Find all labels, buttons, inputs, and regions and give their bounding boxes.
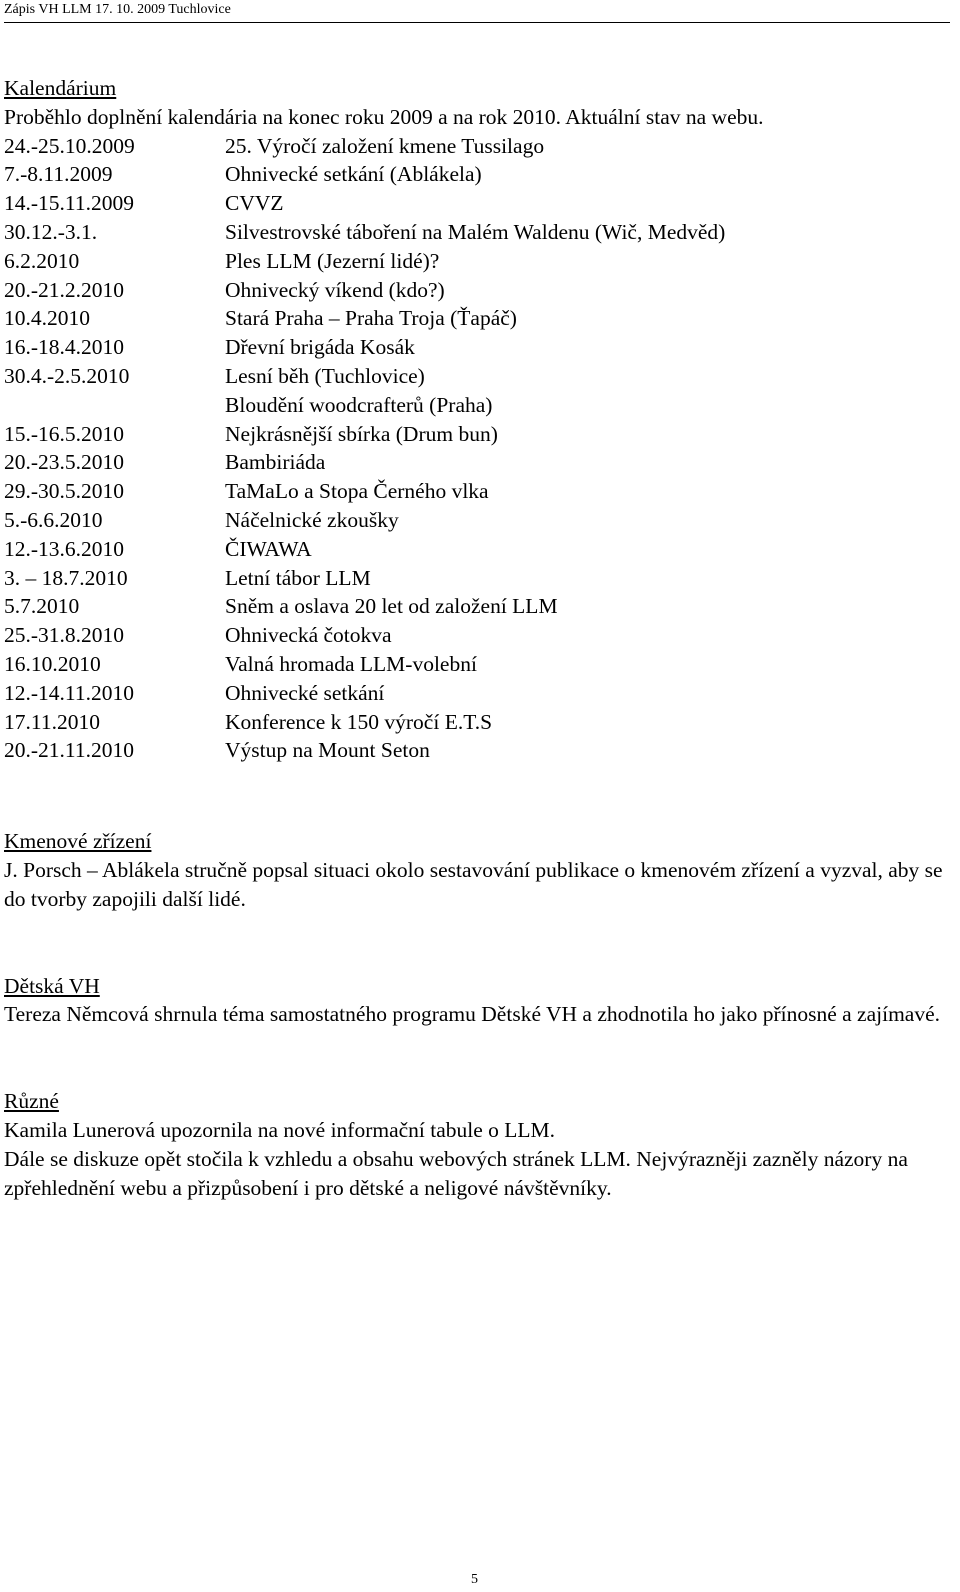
event-row [4, 420, 954, 449]
event-row [4, 592, 954, 621]
event-title: Stará Praha – Praha Troja (Ťapáč) [225, 306, 517, 331]
event-date: 25.-31.8.2010 [4, 623, 125, 648]
section-detska-vh [4, 972, 954, 1030]
event-title: Konference k 150 výročí E.T.S [225, 709, 493, 734]
event-date: 30.4.-2.5.2010 [4, 363, 130, 388]
event-row [4, 132, 954, 161]
event-title: Sněm a oslava 20 let od založení LLM [225, 594, 558, 619]
event-title: Valná hromada LLM-volební [225, 651, 477, 676]
event-date: 20.-21.11.2010 [4, 738, 134, 763]
event-row [4, 535, 954, 564]
event-date: 29.-30.5.2010 [4, 479, 125, 504]
event-date: 20.-21.2.2010 [4, 277, 125, 302]
event-row [4, 506, 954, 535]
event-row [4, 564, 954, 593]
ruzne-text-1: Kamila Lunerová upozornila na nové informační tabule o LLM. [4, 1117, 556, 1142]
event-row [4, 333, 954, 362]
event-title: TaMaLo a Stopa Černého vlka [225, 479, 489, 504]
event-title: Bambiriáda [225, 450, 326, 475]
section-spacer [4, 914, 954, 972]
header-divider [4, 22, 950, 23]
event-date: 16.10.2010 [4, 651, 101, 676]
event-date: 12.-14.11.2010 [4, 680, 134, 705]
section-kalendarium [4, 74, 954, 765]
event-title: ČIWAWA [225, 536, 312, 561]
event-row [4, 304, 954, 333]
section-ruzne [4, 1087, 954, 1202]
event-title: Nejkrásnější sbírka (Drum bun) [225, 421, 498, 446]
event-row [4, 160, 954, 189]
event-title: Lesní běh (Tuchlovice) [225, 363, 425, 388]
event-date: 10.4.2010 [4, 306, 90, 331]
event-title: Letní tábor LLM [225, 565, 371, 590]
section-spacer [4, 765, 954, 827]
section-heading-kalendarium: Kalendárium [4, 76, 117, 100]
page-number: 5 [471, 1572, 478, 1587]
event-title: 25. Výročí založení kmene Tussilago [225, 133, 545, 158]
event-title: Ohnivecký víkend (kdo?) [225, 277, 445, 302]
event-row [4, 477, 954, 506]
event-title: Silvestrovské táboření na Malém Waldenu (Wič, Medvěd) [225, 219, 726, 244]
event-date: 24.-25.10.2009 [4, 133, 135, 158]
event-row [4, 391, 954, 420]
kalendarium-intro: Proběhlo doplnění kalendária na konec roku 2009 a na rok 2010. Aktuální stav na webu. [4, 104, 764, 129]
event-title: Výstup na Mount Seton [225, 738, 430, 763]
page-header: Zápis VH LLM 17. 10. 2009 Tuchlovice [4, 2, 231, 17]
section-heading-ruzne: Různé [4, 1089, 59, 1114]
section-heading-detska-vh: Dětská VH [4, 973, 100, 998]
event-row [4, 736, 954, 765]
event-title: CVVZ [225, 191, 284, 216]
event-date: 5.-6.6.2010 [4, 507, 103, 532]
document-body [4, 74, 954, 1202]
event-date: 6.2.2010 [4, 248, 80, 273]
event-date: 3. – 18.7.2010 [4, 565, 128, 590]
event-date: 5.7.2010 [4, 594, 80, 619]
section-spacer [4, 1029, 954, 1087]
event-title: Ohnivecké setkání [225, 680, 385, 705]
section-kmenove-zrizeni [4, 827, 954, 913]
event-date: 20.-23.5.2010 [4, 450, 125, 475]
event-row [4, 362, 954, 391]
section-heading-kmenove-zrizeni: Kmenové zřízení [4, 829, 152, 854]
event-date [4, 391, 225, 420]
event-row [4, 247, 954, 276]
event-date: 17.11.2010 [4, 709, 100, 734]
event-title: Ohnivecká čotokva [225, 623, 392, 648]
event-date: 7.-8.11.2009 [4, 162, 113, 187]
event-date: 12.-13.6.2010 [4, 536, 125, 561]
event-list [4, 132, 954, 766]
event-date: 15.-16.5.2010 [4, 421, 125, 446]
kmenove-zrizeni-text: J. Porsch – Ablákela stručně popsal situaci okolo sestavování publikace o kmenovém zřízení a vyzval, aby se do tvorby zapojili další lidé. [4, 857, 943, 911]
event-title: Ohnivecké setkání (Ablákela) [225, 162, 482, 187]
event-date: 30.12.-3.1. [4, 219, 98, 244]
event-row [4, 621, 954, 650]
event-row [4, 448, 954, 477]
event-row [4, 218, 954, 247]
event-title: Náčelnické zkoušky [225, 507, 399, 532]
event-row [4, 679, 954, 708]
event-row [4, 708, 954, 737]
detska-vh-text: Tereza Němcová shrnula téma samostatného programu Dětské VH a zhodnotila ho jako přínosné a zajímavé. [4, 1002, 941, 1027]
ruzne-text-2: Dále se diskuze opět stočila k vzhledu a obsahu webových stránek LLM. Nejvýrazněji zazněly názory na zpřehlednění webu a přizpůsobení i pro dětské a neligové návštěvníky. [4, 1146, 908, 1200]
event-title: Bloudění woodcrafterů (Praha) [225, 392, 493, 417]
event-row [4, 189, 954, 218]
event-date: 14.-15.11.2009 [4, 191, 134, 216]
event-title: Ples LLM (Jezerní lidé)? [225, 248, 440, 273]
event-title: Dřevní brigáda Kosák [225, 335, 415, 360]
event-row [4, 650, 954, 679]
event-row [4, 276, 954, 305]
event-date: 16.-18.4.2010 [4, 335, 125, 360]
